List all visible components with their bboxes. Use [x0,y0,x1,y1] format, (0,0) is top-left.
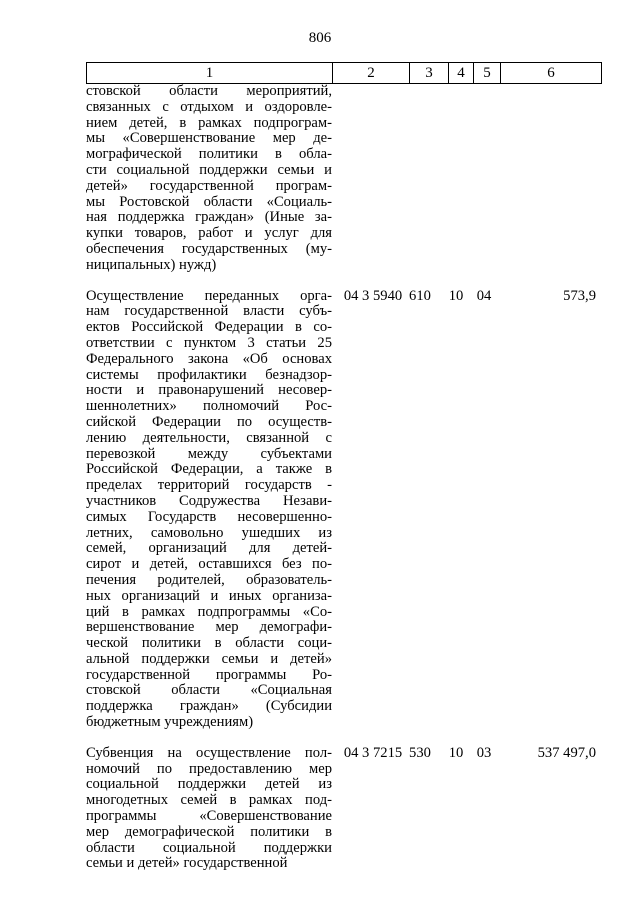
page-number: 806 [308,30,332,46]
description-line: печения родителей, образователь- [86,571,332,588]
amount: 573,9 [563,287,596,304]
column-header-row [86,62,602,84]
description-line: социальной поддержки детей из [86,776,332,793]
amount: 537 497,0 [537,744,596,761]
target-article-code: 04 3 7215 [343,744,403,761]
description-line: Федерального закона «Об основах [86,350,332,367]
column-header-3: 3 [410,63,449,84]
description-line: системы профилактики безнадзор- [86,366,332,383]
expense-type-code: 610 [409,287,431,304]
column-header-6: 6 [501,63,602,84]
description-line: области социальной поддержки [86,839,332,856]
description-line: шеннолетних» полномочий Рос- [86,398,332,415]
subsection-code: 04 [476,287,492,304]
description-line: поддержка граждан» (Субсидии [86,698,332,715]
description-line: стовской области мероприятий, [86,83,332,99]
expense-type-code: 530 [409,744,431,761]
description-line: купки товаров, работ и услуг для [86,225,332,242]
description-line: Российской Федерации, а также в [86,461,332,478]
row-description [86,289,332,731]
description-line: номочий по предоставлению мер [86,760,332,777]
column-header-5: 5 [474,63,501,84]
description-line: стовской области «Социальная [86,682,332,699]
description-line: мы Ростовской области «Социаль- [86,193,332,210]
table-row [86,746,602,872]
description-line: сирот и детей, оставшихся без по- [86,556,332,573]
column-header-4: 4 [449,63,474,84]
description-line: семьи и детей» государственной [86,855,288,872]
description-line: ных организаций и иных организа- [86,587,332,604]
description-line: вершенствование мер демографи- [86,619,332,636]
target-article-code: 04 3 5940 [343,287,403,304]
column-header-1: 1 [87,63,333,84]
table-row [86,84,602,274]
section-code: 10 [448,744,464,761]
description-line: сийской Федерации по осуществ- [86,413,332,430]
description-line: лению деятельности, связанной с [86,429,332,446]
description-line: ектов Российской Федерации в со- [86,319,332,336]
description-line: семей, организаций для детей- [86,540,332,557]
description-line: симых Государств несовершенно- [86,508,332,525]
description-line: государственной программы Ро- [86,666,332,683]
row-description [86,746,332,872]
description-line: ций в рамках подпрограммы «Со- [86,603,332,620]
description-line: детей» государственной програм- [86,177,332,194]
description-line: нием детей, в рамках подпрограм- [86,114,332,131]
column-header-2: 2 [333,63,410,84]
description-line: участников Содружества Незави- [86,492,332,509]
description-line: связанных с отдыхом и оздоровле- [86,98,332,115]
row-gap [86,731,602,746]
description-line: перевозкой между субъектами [86,445,332,462]
description-line: программы «Совершенствование [86,808,332,825]
row-description [86,84,332,274]
description-line: ниципальных) нужд) [86,256,217,273]
subsection-code: 03 [476,744,492,761]
description-line: ческой политики в области соци- [86,635,332,652]
description-line: бюджетным учреждениям) [86,714,254,731]
table-body [86,84,602,872]
description-line: ная поддержка граждан» (Иные за- [86,209,332,226]
description-line: пределах территорий государств - [86,477,332,494]
description-line: Осуществление переданных орга- [86,287,332,304]
description-line: многодетных семей в рамках под- [86,792,332,809]
table-row [86,289,602,731]
description-line: альной поддержки семьи и детей» [86,650,332,667]
description-line: обеспечения государственных (му- [86,240,332,257]
description-line: сти социальной поддержки семьи и [86,161,332,178]
section-code: 10 [448,287,464,304]
description-line: ности и правонарушений несовер- [86,382,332,399]
row-gap [86,274,602,289]
description-line: летних, самовольно ушедших из [86,524,332,541]
description-line: ответствии с пунктом 3 статьи 25 [86,334,332,351]
description-line: Субвенция на осуществление пол- [86,744,332,761]
description-line: мер демографической политики в [86,823,332,840]
description-line: нам государственной власти субъ- [86,303,332,320]
description-line: мографической политики в обла- [86,146,332,163]
description-line: мы «Совершенствование мер де- [86,130,332,147]
